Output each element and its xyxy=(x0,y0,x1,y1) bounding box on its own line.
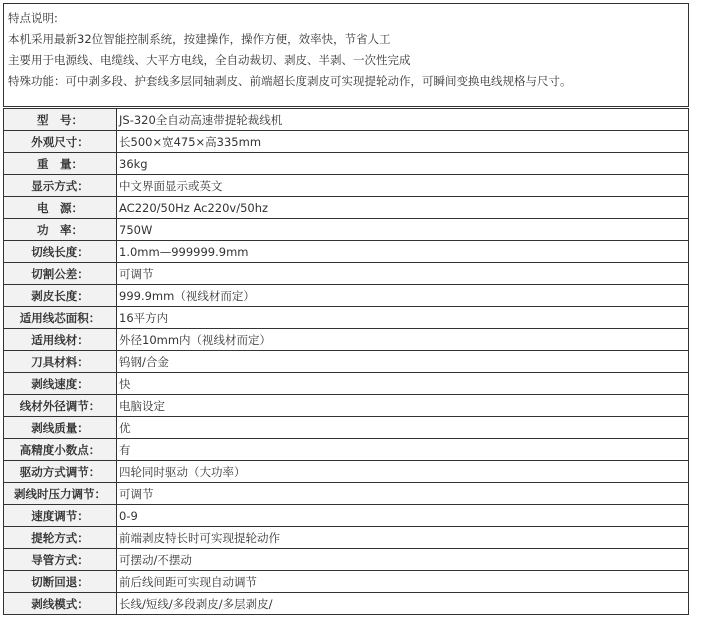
table-row xyxy=(4,593,689,615)
spec-label: 电 源： xyxy=(4,197,117,219)
spec-value: 前端剥皮特长时可实现提轮动作 xyxy=(117,527,689,549)
feature-line: 主要用于电源线、电缆线、大平方电线，全自动裁切、剥皮、半剥、一次性完成 xyxy=(8,53,411,67)
spec-value: 36kg xyxy=(117,153,689,175)
spec-value: 电脑设定 xyxy=(117,395,689,417)
table-row xyxy=(4,417,689,439)
table-row xyxy=(4,175,689,197)
table-row xyxy=(4,395,689,417)
spec-value: 钨钢/合金 xyxy=(117,351,689,373)
spec-value: 长500×宽475×高335mm xyxy=(117,131,689,153)
spec-label: 提轮方式： xyxy=(4,527,117,549)
spec-label: 功 率： xyxy=(4,219,117,241)
spec-value: JS-320全自动高速带提轮裁线机 xyxy=(117,109,689,131)
spec-value: 可调节 xyxy=(117,263,689,285)
table-row xyxy=(4,351,689,373)
spec-label: 显示方式： xyxy=(4,175,117,197)
features-description xyxy=(3,3,689,107)
table-row xyxy=(4,373,689,395)
feature-line: 特殊功能：可中剥多段、护套线多层同轴剥皮、前端超长度剥皮可实现提轮动作，可瞬间变换电线规格与尺寸。 xyxy=(8,74,572,88)
spec-label: 适用线芯面积： xyxy=(4,307,117,329)
table-row xyxy=(4,527,689,549)
spec-value: 1.0mm—999999.9mm xyxy=(117,241,689,263)
feature-line: 本机采用最新32位智能控制系统，按建操作，操作方便，效率快，节省人工 xyxy=(8,32,391,46)
table-row xyxy=(4,571,689,593)
spec-value: 有 xyxy=(117,439,689,461)
spec-value: 外径10mm内（视线材而定） xyxy=(117,329,689,351)
spec-label: 重 量： xyxy=(4,153,117,175)
spec-label: 剥皮长度： xyxy=(4,285,117,307)
features-heading: 特点说明: xyxy=(8,11,58,25)
table-row xyxy=(4,197,689,219)
spec-value: 长线/短线/多段剥皮/多层剥皮/ xyxy=(117,593,689,615)
table-row xyxy=(4,241,689,263)
spec-label: 导管方式： xyxy=(4,549,117,571)
spec-label: 剥线模式： xyxy=(4,593,117,615)
table-row xyxy=(4,109,689,131)
spec-value: 四轮同时驱动（大功率） xyxy=(117,461,689,483)
spec-value: 快 xyxy=(117,373,689,395)
spec-value: 750W xyxy=(117,219,689,241)
table-row xyxy=(4,263,689,285)
table-row xyxy=(4,549,689,571)
table-row xyxy=(4,505,689,527)
spec-value: 可调节 xyxy=(117,483,689,505)
spec-label: 刀具材料： xyxy=(4,351,117,373)
spec-label: 驱动方式调节： xyxy=(4,461,117,483)
spec-label: 剥线质量： xyxy=(4,417,117,439)
spec-value: 16平方内 xyxy=(117,307,689,329)
table-row xyxy=(4,483,689,505)
spec-value: 0-9 xyxy=(117,505,689,527)
spec-label: 适用线材： xyxy=(4,329,117,351)
table-row xyxy=(4,285,689,307)
spec-label: 型 号： xyxy=(4,109,117,131)
spec-value: 999.9mm（视线材而定） xyxy=(117,285,689,307)
spec-value: AC220/50Hz Ac220v/50hz xyxy=(117,197,689,219)
table-row xyxy=(4,461,689,483)
spec-label: 切断回退： xyxy=(4,571,117,593)
table-row xyxy=(4,439,689,461)
spec-label: 剥线速度： xyxy=(4,373,117,395)
table-row xyxy=(4,153,689,175)
spec-sheet xyxy=(3,3,689,615)
spec-table xyxy=(3,108,689,615)
spec-label: 线材外径调节： xyxy=(4,395,117,417)
spec-value: 优 xyxy=(117,417,689,439)
spec-value: 可摆动/不摆动 xyxy=(117,549,689,571)
table-row xyxy=(4,329,689,351)
spec-value: 中文界面显示或英文 xyxy=(117,175,689,197)
spec-label: 切割公差： xyxy=(4,263,117,285)
spec-label: 切线长度： xyxy=(4,241,117,263)
spec-value: 前后线间距可实现自动调节 xyxy=(117,571,689,593)
spec-label: 外观尺寸： xyxy=(4,131,117,153)
table-row xyxy=(4,307,689,329)
spec-label: 剥线时压力调节： xyxy=(4,483,117,505)
spec-label: 高精度小数点： xyxy=(4,439,117,461)
spec-label: 速度调节： xyxy=(4,505,117,527)
table-row xyxy=(4,219,689,241)
table-row xyxy=(4,131,689,153)
